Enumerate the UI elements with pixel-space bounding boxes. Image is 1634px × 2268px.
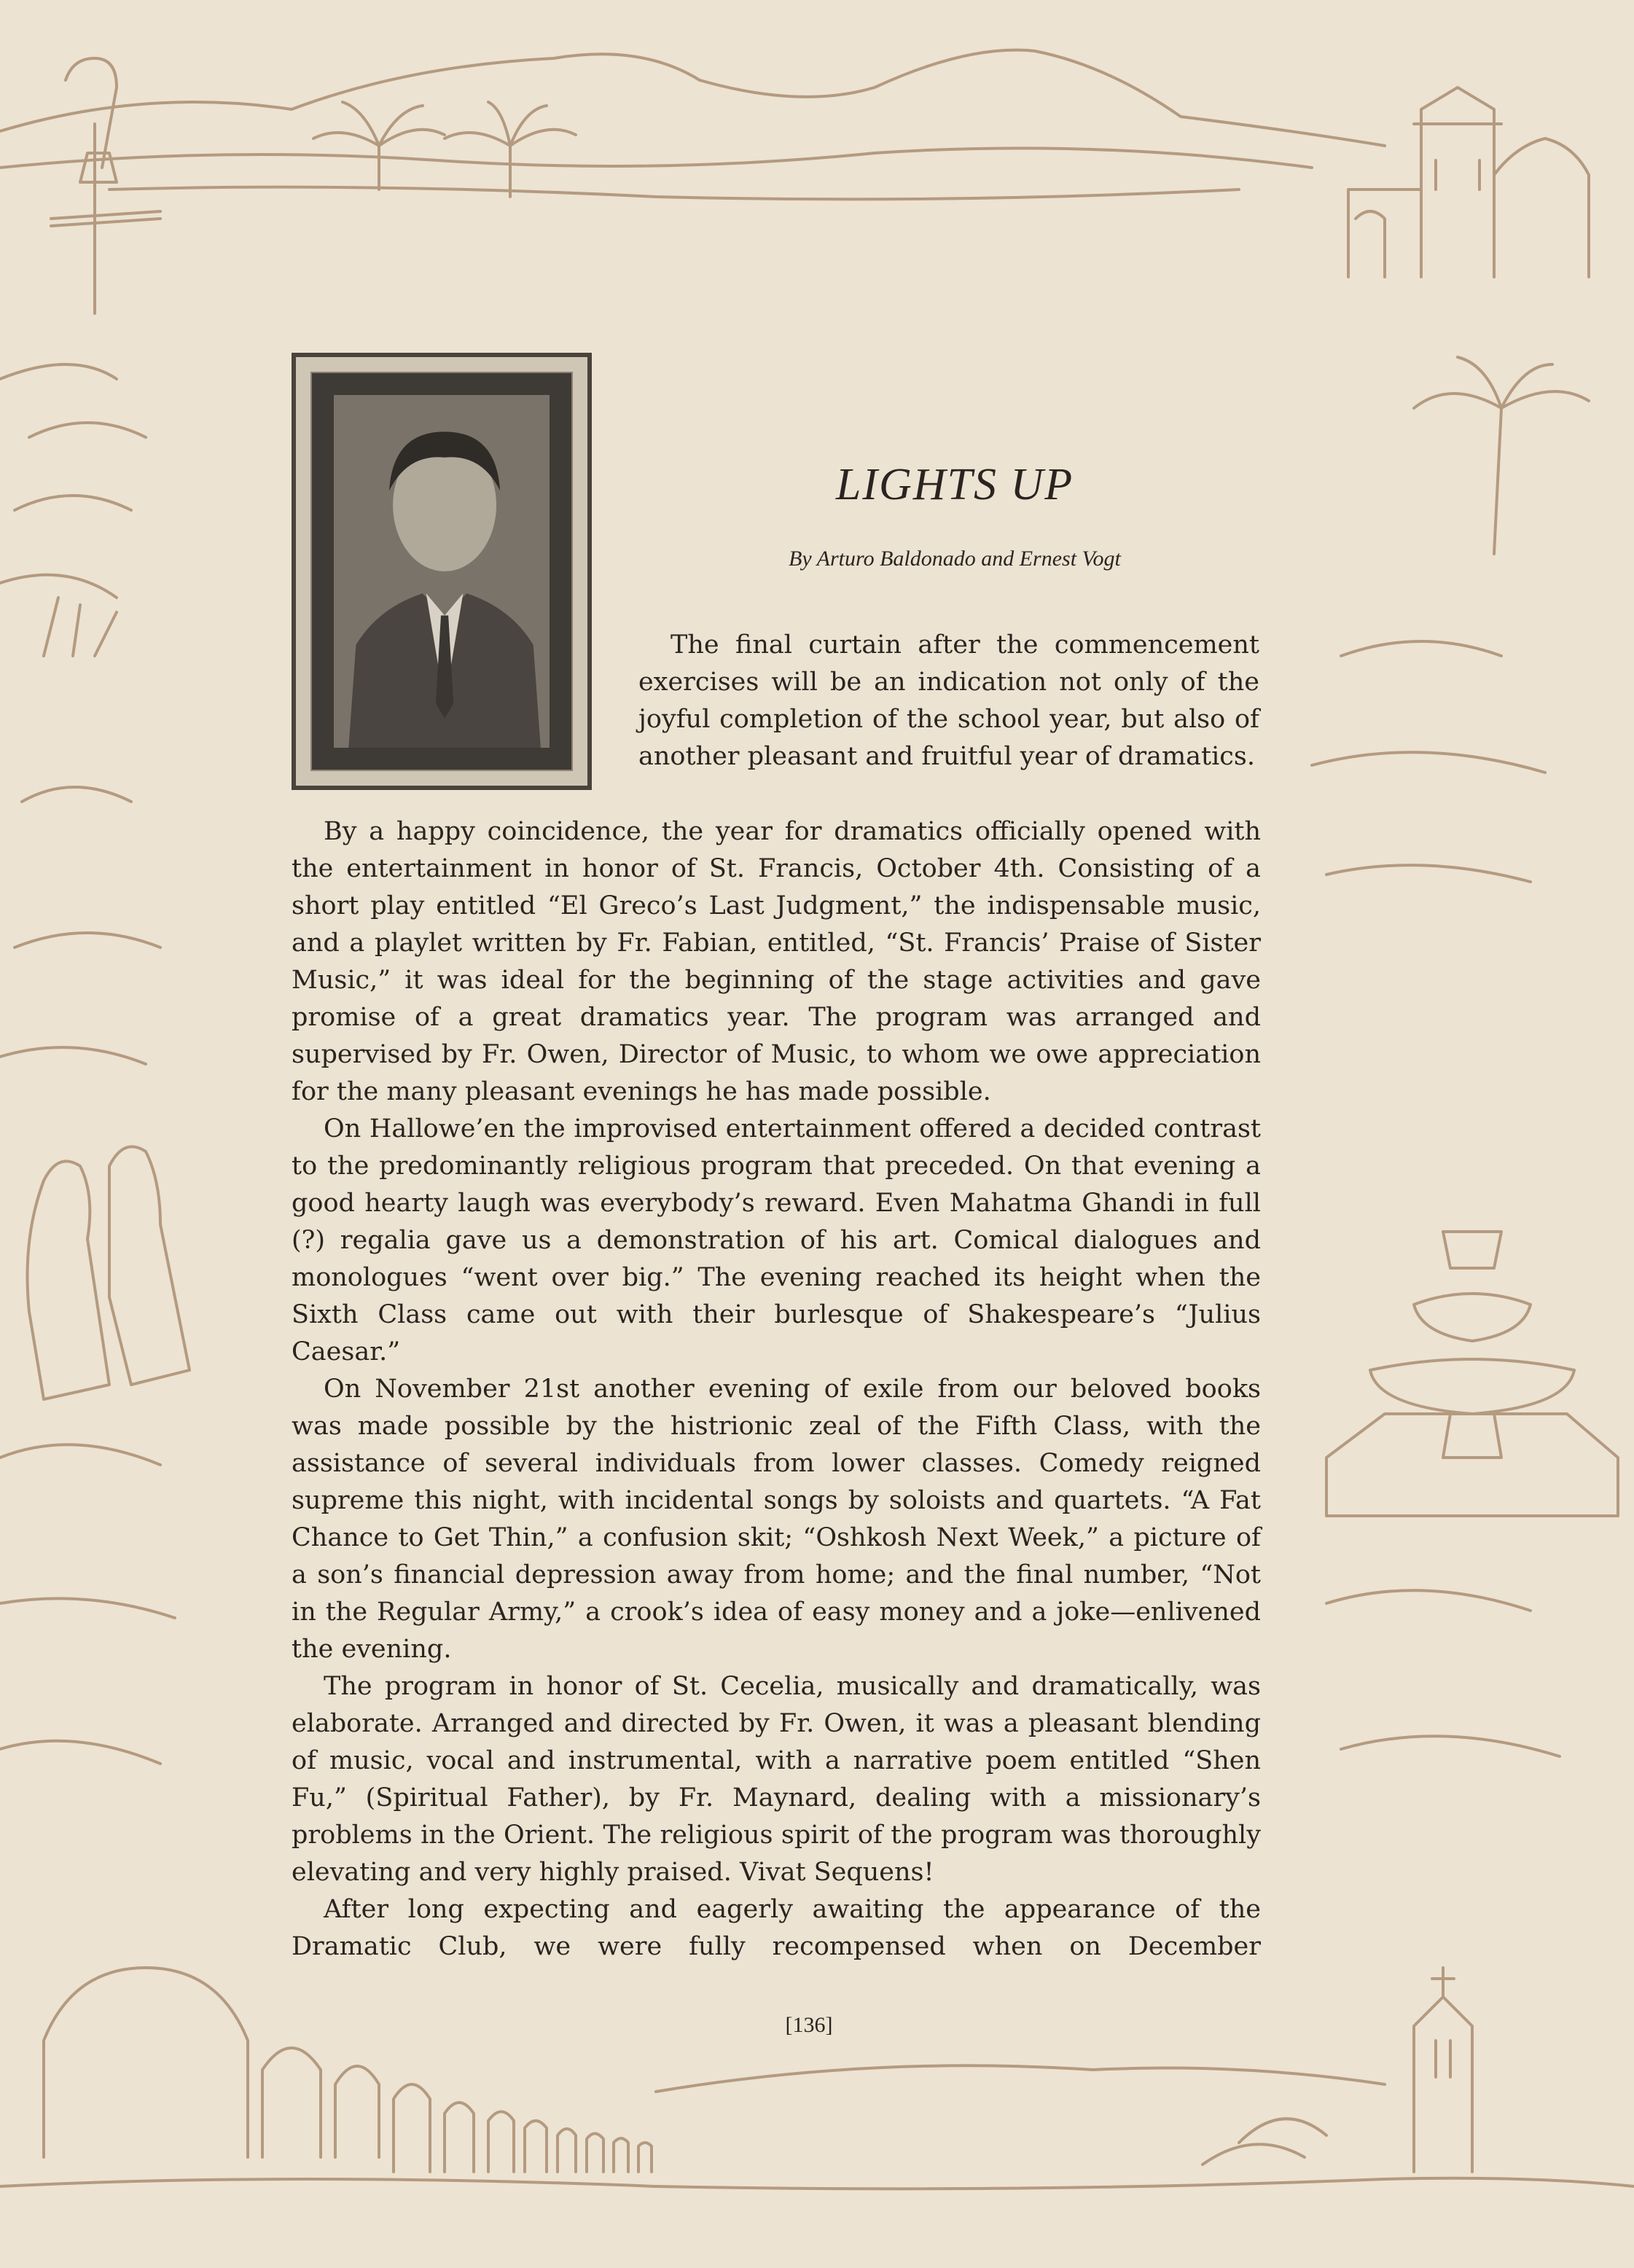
article-body [292, 813, 1261, 1966]
page-number: [136] [785, 2013, 833, 2037]
paragraph: After long expecting and eagerly awaiting the appearance of the Dramatic Club, we were fully recompensed when on December [292, 1895, 1261, 1961]
article-title: LIGHTS UP [835, 460, 1074, 509]
paragraph-intro: The final curtain after the commencement exercises will be an indication not only of the joyful completion of the school year, but also of another pleasant and fruitful year of dramatics. [638, 630, 1259, 771]
paragraph: On Hallowe’en the improvised entertainment offered a decided contrast to the predominantly religious program that preceded. On that evening a good hearty laugh was everybody’s reward. Even Mahatma Ghandi in full (?) regalia gave us a demonstration of his art. Comical dialogues and monologues “went over big.” The evening reached its height when the Sixth Class came out with their burlesque of Shakespeare’s “Julius Caesar.” [292, 1114, 1261, 1366]
paragraph: The program in honor of St. Cecelia, musically and dramatically, was elaborate. Arranged and directed by Fr. Owen, it was a pleasant blending of music, vocal and instrumental, with a narrative poem entitled “Shen Fu,” (Spiritual Father), by Fr. Maynard, dealing with a missionary’s problems in the Orient. The religious spirit of the program was thoroughly elevating and very highly praised. Vivat Sequens! [292, 1672, 1261, 1887]
paragraph: On November 21st another evening of exile from our beloved books was made possible by the histrionic zeal of the Fifth Class, with the assistance of several individuals from lower classes. Comedy reigned supreme this night, with incidental songs by soloists and quartets. “A Fat Chance to Get Thin,” a confusion skit; “Oshkosh Next Week,” a picture of a son’s financial depression away from home; and the final number, “Not in the Regular Army,” a crook’s idea of easy money and a joke—enlivened the evening. [292, 1375, 1261, 1664]
paragraph: By a happy coincidence, the year for dramatics officially opened with the entertainment in honor of St. Francis, October 4th. Consisting of a short play entitled “El Greco’s Last Judgment,” the indispensable music, and a playlet written by Fr. Fabian, entitled, “St. Francis’ Praise of Sister Music,” it was ideal for the beginning of the stage activities and gave promise of a great dramatics year. The program was arranged and supervised by Fr. Owen, Director of Music, to whom we owe appreciation for the many pleasant evenings he has made possible. [292, 817, 1261, 1106]
article-byline: By Arturo Baldonado and Ernest Vogt [789, 547, 1121, 571]
portrait-figure [334, 395, 550, 748]
portrait-photo [292, 353, 592, 790]
